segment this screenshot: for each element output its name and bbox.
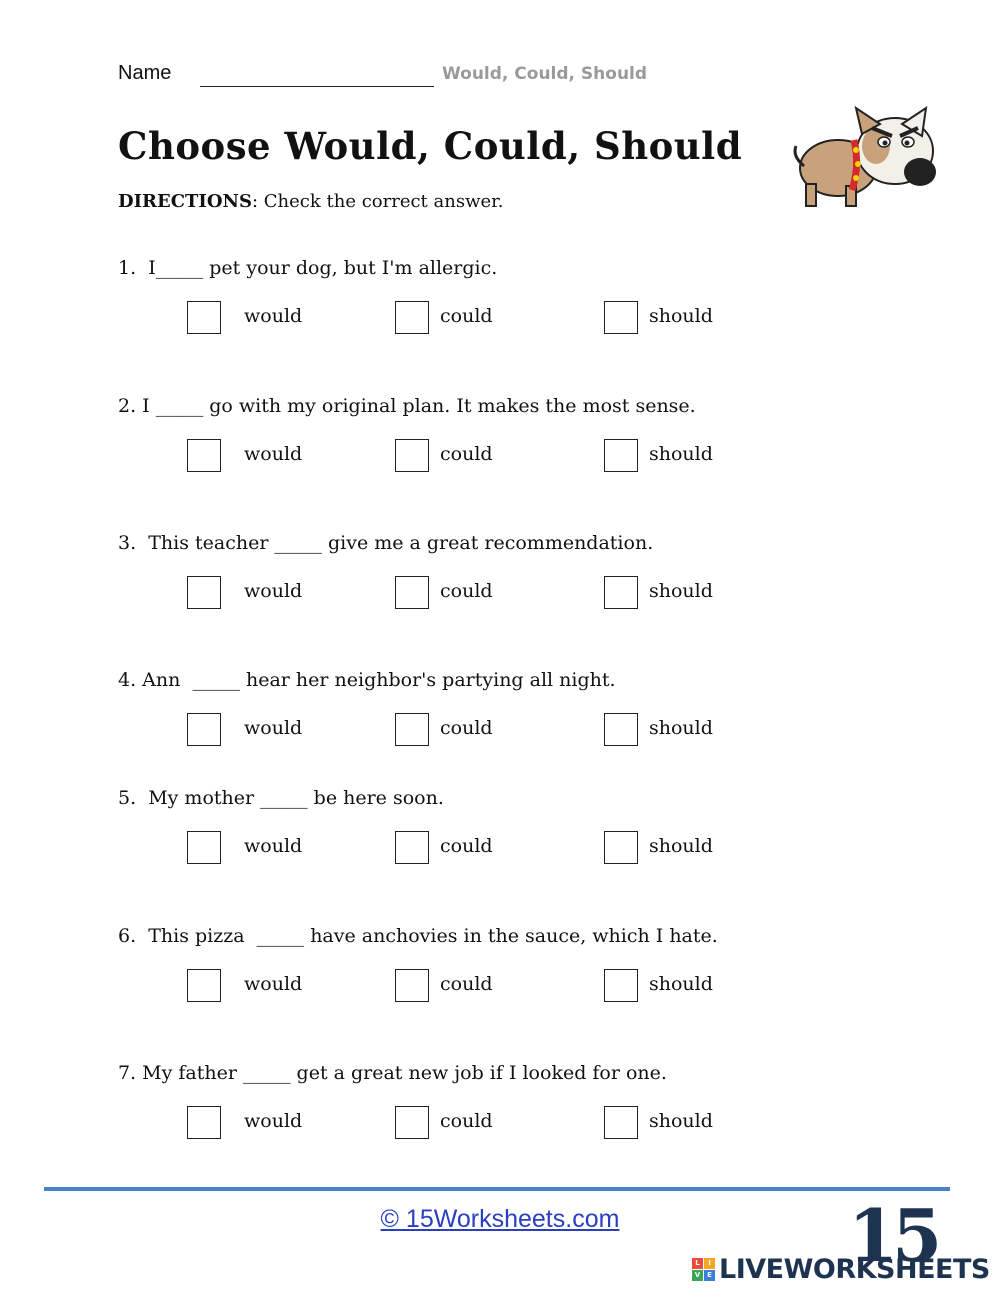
answer-label-would: would <box>244 305 303 327</box>
answer-checkbox-could[interactable] <box>395 301 429 334</box>
question-text: 5. My mother _____ be here soon. <box>118 787 444 809</box>
answer-checkbox-would[interactable] <box>187 713 221 746</box>
directions-label: DIRECTIONS <box>118 191 252 212</box>
liveworksheets-logo <box>692 1254 990 1285</box>
answer-checkbox-could[interactable] <box>395 713 429 746</box>
answer-checkbox-should[interactable] <box>604 576 638 609</box>
brand-number: 15 <box>848 1193 937 1278</box>
answer-label-would: would <box>244 835 303 857</box>
answer-label-would: would <box>244 973 303 995</box>
page-title: Choose Would, Could, Should <box>118 124 743 168</box>
brand-name: LIVEWORKSHEETS <box>719 1254 990 1285</box>
question-text: 6. This pizza _____ have anchovies in the sauce, which I hate. <box>118 925 718 947</box>
answer-label-would: would <box>244 443 303 465</box>
answer-label-should: should <box>649 1110 713 1132</box>
answer-checkbox-could[interactable] <box>395 969 429 1002</box>
answer-checkbox-would[interactable] <box>187 831 221 864</box>
answer-label-could: could <box>440 305 493 327</box>
answer-label-should: should <box>649 835 713 857</box>
answer-label-could: could <box>440 835 493 857</box>
question-text: 7. My father _____ get a great new job if I looked for one. <box>118 1062 667 1084</box>
question-text: 3. This teacher _____ give me a great recommendation. <box>118 532 654 554</box>
logo-tile: E <box>704 1270 715 1281</box>
answer-checkbox-should[interactable] <box>604 439 638 472</box>
logo-tile: V <box>692 1270 703 1281</box>
answer-label-should: should <box>649 443 713 465</box>
footer-rule <box>44 1187 950 1191</box>
directions <box>118 191 503 212</box>
answer-checkbox-should[interactable] <box>604 301 638 334</box>
answer-checkbox-would[interactable] <box>187 576 221 609</box>
question-text: 4. Ann _____ hear her neighbor's partying all night. <box>118 669 616 691</box>
answer-label-could: could <box>440 580 493 602</box>
answer-checkbox-should[interactable] <box>604 1106 638 1139</box>
answer-checkbox-would[interactable] <box>187 301 221 334</box>
name-field[interactable] <box>200 86 434 87</box>
logo-tile: L <box>692 1258 703 1269</box>
answer-checkbox-could[interactable] <box>395 831 429 864</box>
answer-checkbox-would[interactable] <box>187 1106 221 1139</box>
logo-tiles-icon <box>692 1258 715 1281</box>
answer-label-would: would <box>244 717 303 739</box>
answer-label-should: should <box>649 305 713 327</box>
answer-checkbox-should[interactable] <box>604 713 638 746</box>
answer-checkbox-could[interactable] <box>395 1106 429 1139</box>
answer-label-should: should <box>649 717 713 739</box>
answer-label-could: could <box>440 973 493 995</box>
directions-text: : Check the correct answer. <box>251 191 504 212</box>
answer-checkbox-could[interactable] <box>395 576 429 609</box>
footer-link-text[interactable]: © 15Worksheets.com <box>380 1205 620 1233</box>
dog-illustration <box>790 106 950 210</box>
question-text: 2. I _____ go with my original plan. It makes the most sense. <box>118 395 696 417</box>
answer-label-would: would <box>244 1110 303 1132</box>
answer-checkbox-should[interactable] <box>604 969 638 1002</box>
answer-label-should: should <box>649 973 713 995</box>
question-text: 1. I_____ pet your dog, but I'm allergic. <box>118 257 498 279</box>
worksheet-topic: Would, Could, Should <box>442 64 648 84</box>
answer-checkbox-could[interactable] <box>395 439 429 472</box>
answer-checkbox-would[interactable] <box>187 969 221 1002</box>
logo-tile: I <box>704 1258 715 1269</box>
answer-label-would: would <box>244 580 303 602</box>
answer-label-could: could <box>440 1110 493 1132</box>
answer-checkbox-should[interactable] <box>604 831 638 864</box>
answer-checkbox-would[interactable] <box>187 439 221 472</box>
answer-label-should: should <box>649 580 713 602</box>
answer-label-could: could <box>440 443 493 465</box>
answer-label-could: could <box>440 717 493 739</box>
name-label: Name <box>118 62 172 84</box>
